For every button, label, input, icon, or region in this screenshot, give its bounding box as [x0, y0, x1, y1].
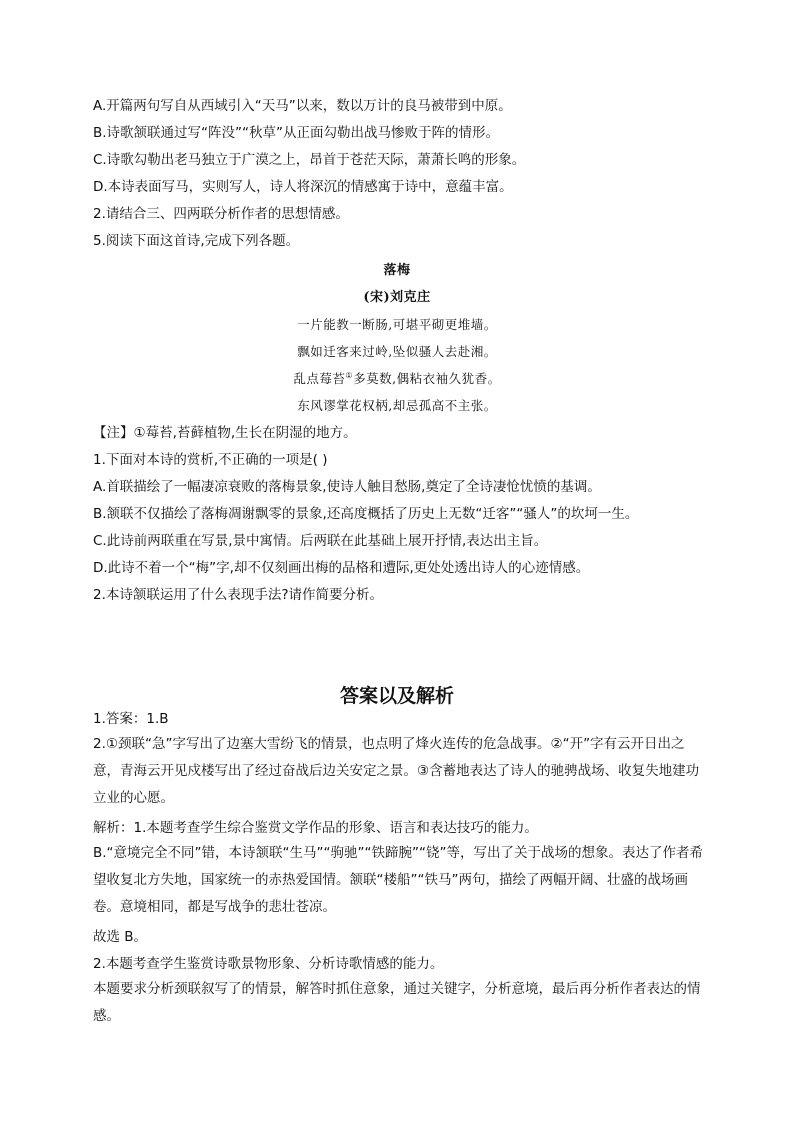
poem-author: (宋)刘克庄: [363, 290, 431, 305]
answer-2: 2.①颈联“急”字写出了边塞大雪纷飞的情景，也点明了烽火连传的危急战事。②“开”字有云开日出之意，青海云开见戍楼写出了经过奋战后边关安定之景。③含蓄地表达了诗人的驰骋战场、收复失地建功立业的心愿。: [93, 736, 700, 806]
q4-option-b: B.诗歌颔联通过写“阵没”“秋草”从正面勾勒出战马惨败于阵的情形。: [93, 125, 500, 141]
poem-line-4: 东风谬掌花权柄,却忌孤高不主张。: [297, 398, 497, 413]
q5-intro: 5.阅读下面这首诗,完成下列各题。: [93, 233, 300, 249]
q4-question-2: 2.请结合三、四两联分析作者的思想情感。: [93, 206, 349, 222]
answers-title: 答案以及解析: [339, 685, 454, 707]
q4-option-d: D.本诗表面写马，实则写人，诗人将深沉的情感寓于诗中，意蕴丰富。: [93, 179, 513, 195]
footnote-marker: ①: [345, 370, 354, 380]
q5-question-2: 2.本诗颔联运用了什么表现手法?请作简要分析。: [93, 587, 384, 603]
q5-option-b: B.颔联不仅描绘了落梅凋谢飘零的景象,还高度概括了历史上无数“迁客”“骚人”的坎坷一生。: [93, 506, 639, 522]
q5-option-a: A.首联描绘了一幅凄凉衰败的落梅景象,使诗人触目愁肠,奠定了全诗凄怆忧愤的基调。: [93, 479, 601, 495]
poem-line-3-start: 乱点莓苔: [293, 371, 346, 386]
choose-b: 故选 B。: [93, 929, 148, 945]
analysis-2-detail: 本题要求分析颈联叙写了的情景，解答时抓住意象，通过关键字，分析意境，最后再分析作者表达的情感。: [93, 981, 701, 1024]
analysis-2: 2.本题考查学生鉴赏诗歌景物形象、分析诗歌情感的能力。: [93, 956, 444, 972]
poem-title: 落梅: [383, 263, 411, 278]
q5-option-d: D.此诗不着一个“梅”字,却不仅刻画出梅的品格和遭际,更处处透出诗人的心迹情感。: [93, 560, 590, 576]
analysis-b: B.“意境完全不同”错，本诗颔联“生马”“驹驰”“铁蹄腕”“铙”等，写出了关于战场的想象。表达了作者希望收复北方失地，国家统一的赤热爱国情。颔联“楼船”“铁马”两句，描绘了两幅开阔、壮盛的战场画卷。意境相同，都是写战争的悲壮苍凉。: [93, 845, 703, 915]
poem-line-3-end: 多莫数,偶粘衣袖久犹香。: [353, 371, 501, 386]
q5-question-1: 1.下面对本诗的赏析,不正确的一项是( ): [93, 452, 328, 468]
poem-line-3: [0, 370, 794, 388]
analysis-1: 解析：1.本题考查学生综合鉴赏文学作品的形象、语言和表达技巧的能力。: [93, 820, 538, 836]
answer-1: 1.答案：1.B: [93, 711, 169, 727]
q5-option-c: C.此诗前两联重在写景,景中寓情。后两联在此基础上展开抒情,表达出主旨。: [93, 533, 548, 549]
q4-option-a: A.开篇两句写自从西域引入“天马”以来，数以万计的良马被带到中原。: [93, 98, 512, 114]
poem-note: 【注】①莓苔,苔藓植物,生长在阴湿的地方。: [93, 425, 357, 441]
poem-line-1: 一片能教一断肠,可堪平砌更堆墙。: [297, 317, 497, 332]
poem-line-2: 飘如迁客来过岭,坠似骚人去赴湘。: [297, 344, 497, 359]
q4-option-c: C.诗歌勾勒出老马独立于广漠之上，昂首于苍茫天际，萧萧长鸣的形象。: [93, 152, 526, 168]
